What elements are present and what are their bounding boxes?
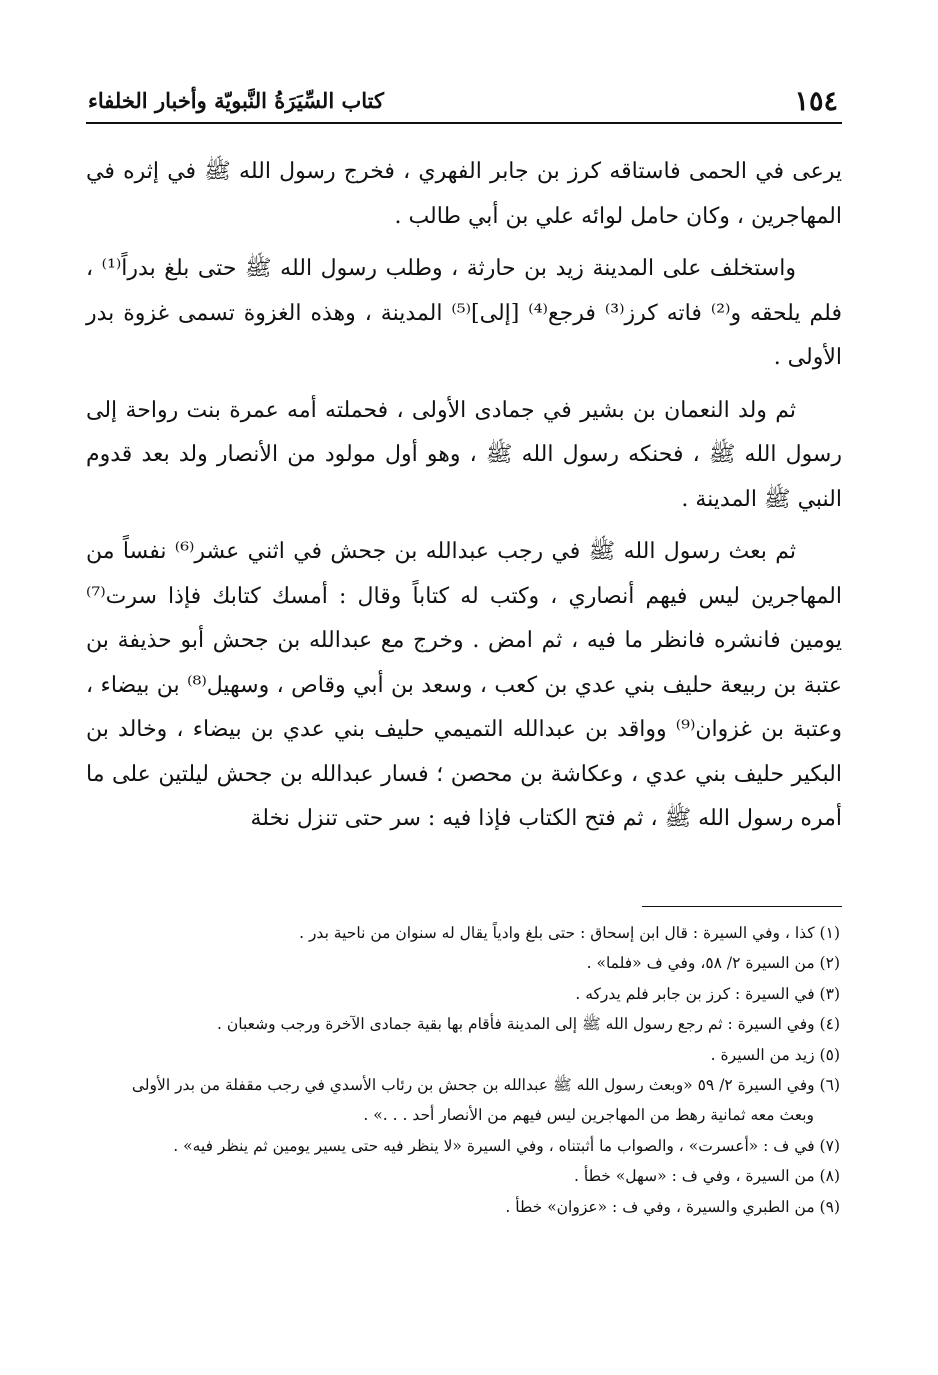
footnote-3: (٣) في السيرة : كرز بن جابر فلم يدركه . xyxy=(575,984,840,1003)
footnote-5: (٥) زيد من السيرة . xyxy=(710,1045,840,1064)
paragraph-4: ثم بعث رسول الله ﷺ في رجب عبدالله بن جحش في اثني عشر⁽⁶⁾ نفساً من المهاجرين ليس فيهم أنصاري ، وكتب له كتاباً وقال : أمسك كتابك فإذا سرت⁽⁷⁾ يومين فانشره فانظر ما فيه ، ثم امض . وخرج مع عبدالله بن جحش أبو حذيفة بن عتبة بن ربيعة حليف بني عدي بن كعب ، وسعد بن أبي وقاص ، وسهيل⁽⁸⁾ بن بيضاء ، وعتبة بن غزوان⁽⁹⁾ وواقد بن عبدالله التميمي حليف بني عدي بن بيضاء ، وخالد بن البكير حليف بني عدي ، وعكاشة بن محصن ؛ فسار عبدالله بن جحش ليلتين على ما أمره رسول الله ﷺ ، ثم فتح الكتاب فإذا فيه : سر حتى تنزل نخلة xyxy=(86,539,842,831)
page-header xyxy=(86,80,842,124)
footnote-4: (٤) وفي السيرة : ثم رجع رسول الله ﷺ إلى المدينة فأقام بها بقية جمادى الآخرة ورجب وشعبان . xyxy=(217,1015,840,1034)
footnote-7: (٧) في ف : «أعسرت» ، والصواب ما أثبتناه ، وفي السيرة «لا ينظر فيه حتى يسير يومين ثم ينظر فيه» . xyxy=(173,1136,840,1155)
page-number: ١٥٤ xyxy=(794,86,838,117)
paragraph-1: يرعى في الحمى فاستاقه كرز بن جابر الفهري ، فخرج رسول الله ﷺ في إثره في المهاجرين ، وكان حامل لوائه علي بن أبي طالب . xyxy=(86,159,842,229)
paragraph-2: واستخلف على المدينة زيد بن حارثة ، وطلب رسول الله ﷺ حتى بلغ بدراً⁽¹⁾ ، فلم يلحقه و⁽²⁾ فاته كرز⁽³⁾ فرجع⁽⁴⁾ [إلى]⁽⁵⁾ المدينة ، وهذه الغزوة تسمى غزوة بدر الأولى . xyxy=(86,256,842,370)
footnote-9: (٩) من الطبري والسيرة ، وفي ف : «عزوان» خطأ . xyxy=(505,1197,840,1216)
footnote-8: (٨) من السيرة ، وفي ف : «سهل» خطأ . xyxy=(574,1167,840,1186)
footnotes xyxy=(96,918,840,1222)
paragraph-3: ثم ولد النعمان بن بشير في جمادى الأولى ، فحملته أمه عمرة بنت رواحة إلى رسول الله ﷺ ، فحنكه رسول الله ﷺ ، وهو أول مولود من الأنصار ولد بعد قدوم النبي ﷺ المدينة . xyxy=(86,397,842,512)
header-rule xyxy=(86,122,842,124)
footnote-2: (٢) من السيرة ٢/ ٥٨، وفي ف «فلما» . xyxy=(586,954,840,973)
footnote-1: (١) كذا ، وفي السيرة : قال ابن إسحاق : حتى بلغ وادياً يقال له سنوان من ناحية بدر . xyxy=(299,924,840,942)
running-title: كتاب السِّيَرَةُ النَّبويّة وأخبار الخلفاء xyxy=(88,88,384,113)
footnote-6: (٦) وفي السيرة ٢/ ٥٩ «وبعث رسول الله ﷺ عبدالله بن جحش بن رئاب الأسدي في رجب مقفلة من بدر الأولى وبعث معه ثمانية رهط من المهاجرين ليس فيهم من الأنصار أحد . . .» . xyxy=(131,1076,840,1125)
footnote-separator xyxy=(642,906,842,907)
main-text xyxy=(86,150,842,850)
